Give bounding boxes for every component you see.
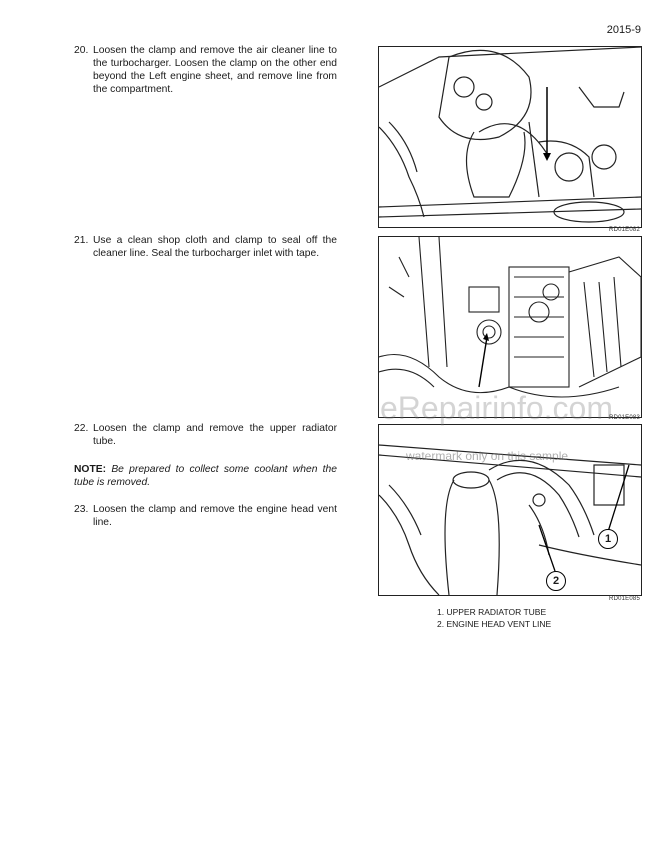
callout-1: 1	[598, 529, 618, 549]
figure-legend	[437, 606, 551, 630]
step-number: 21.	[74, 235, 89, 246]
figure-id: RD01E083	[609, 415, 640, 421]
callout-2: 2	[546, 571, 566, 591]
figure-radiator-tube	[378, 424, 642, 596]
note-label: NOTE:	[74, 464, 107, 475]
step-20	[74, 44, 337, 96]
step-23	[74, 503, 337, 529]
figure-turbo-inlet	[378, 236, 642, 418]
watermark-subtext: watermark only on this sample	[406, 449, 569, 463]
engine-illustration-1	[379, 47, 641, 227]
figure-air-cleaner-line	[378, 46, 642, 228]
step-number: 23.	[74, 504, 89, 515]
figure-id: RD01E082	[609, 227, 640, 233]
watermark: eRepairinfo.com	[380, 390, 613, 426]
engine-illustration-2	[379, 237, 641, 417]
figure-id: RD01E085	[609, 596, 640, 602]
step-text: Use a clean shop cloth and clamp to seal off the cleaner line. Seal the turbocharger inlet with tape.	[93, 235, 337, 259]
note-text: Be prepared to collect some coolant when the tube is removed.	[74, 464, 337, 488]
page-number: 2015-9	[606, 24, 641, 36]
step-number: 20.	[74, 45, 89, 56]
step-text: Loosen the clamp and remove the air cleaner line to the turbocharger. Loosen the clamp on the other end beyond the Left engine sheet, and remove line from the compartment.	[93, 45, 337, 95]
engine-illustration-3	[379, 425, 641, 595]
legend-item: 1. UPPER RADIATOR TUBE	[437, 607, 547, 617]
step-21	[74, 234, 337, 260]
step-22	[74, 422, 337, 448]
note	[74, 463, 337, 489]
legend-item: 2. ENGINE HEAD VENT LINE	[437, 619, 552, 629]
step-number: 22.	[74, 423, 89, 434]
step-text: Loosen the clamp and remove the engine head vent line.	[93, 504, 337, 528]
step-text: Loosen the clamp and remove the upper radiator tube.	[93, 423, 337, 447]
